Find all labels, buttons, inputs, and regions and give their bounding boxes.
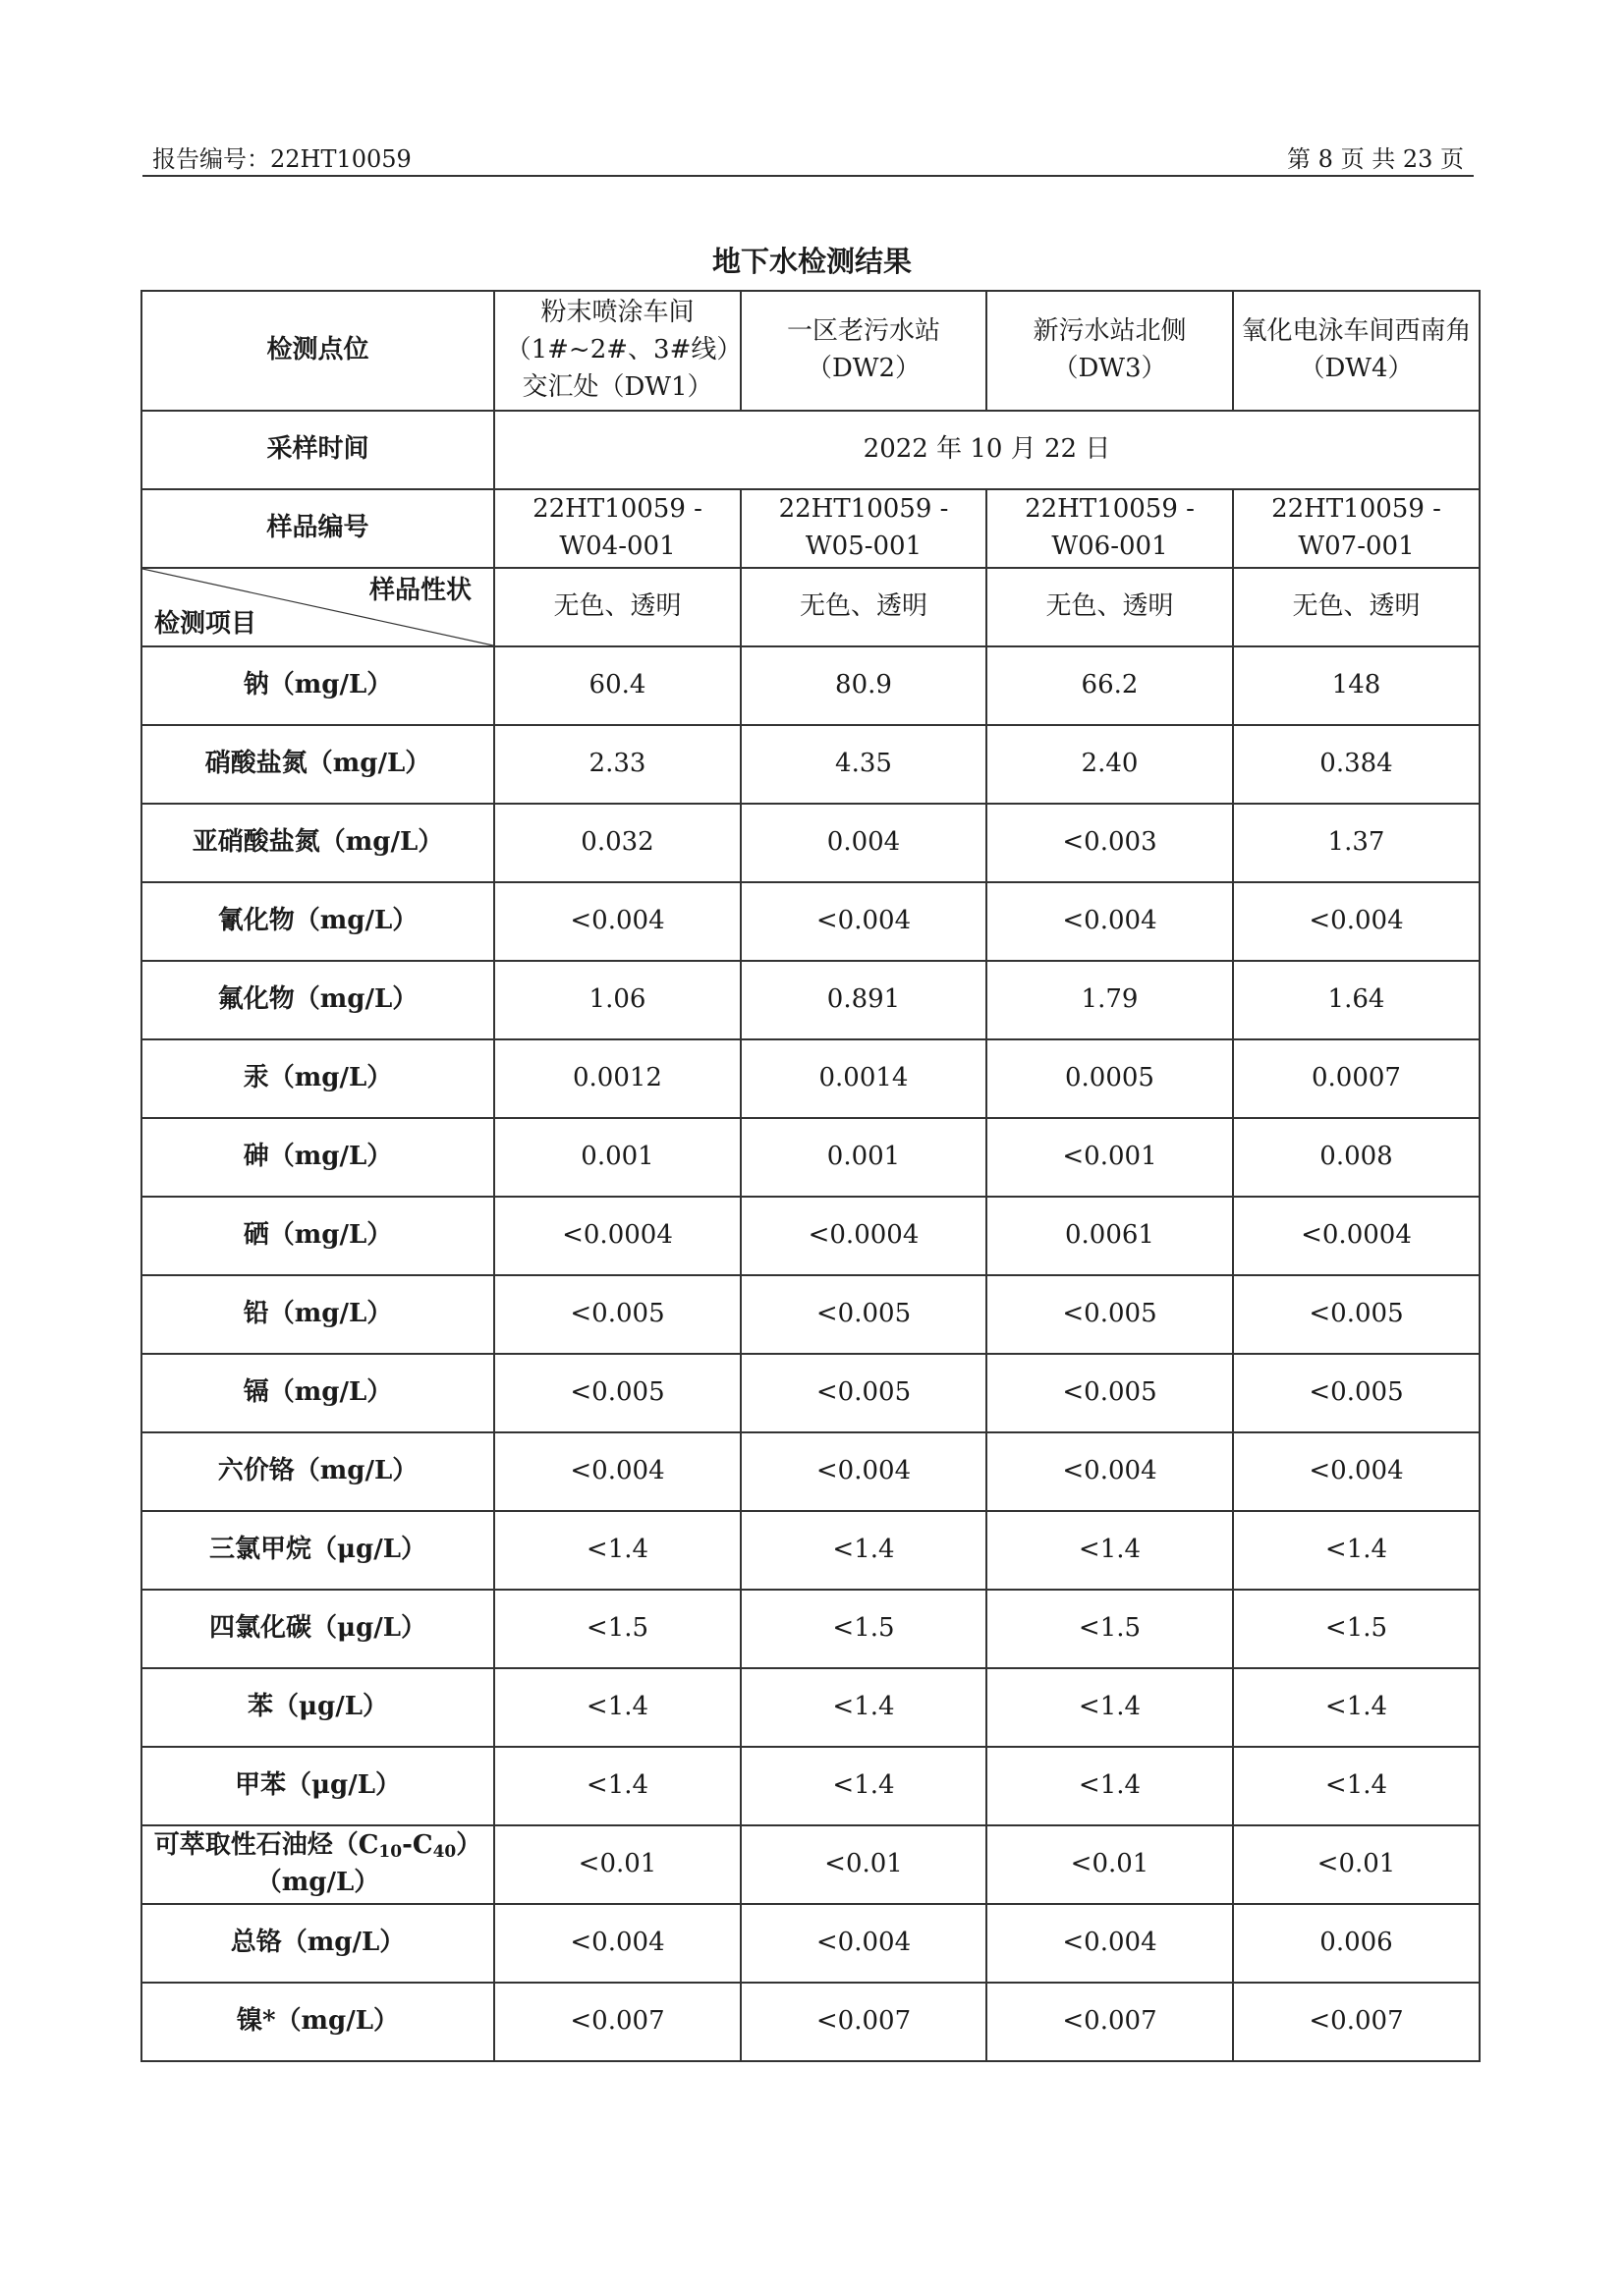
subscript: 40 [432, 1842, 457, 1863]
point-dw2: 一区老污水站（DW2） [741, 291, 986, 411]
table-row [141, 1354, 1480, 1432]
result-value: <1.4 [494, 1668, 741, 1747]
table-row [141, 1747, 1480, 1825]
result-value: 1.37 [1233, 804, 1480, 882]
result-value: 0.006 [1233, 1904, 1480, 1983]
result-value: <0.005 [1233, 1275, 1480, 1354]
result-value: <0.01 [741, 1825, 986, 1904]
result-value: 0.384 [1233, 725, 1480, 804]
result-value: <1.5 [741, 1590, 986, 1668]
result-value: <0.003 [986, 804, 1233, 882]
test-item: 硝酸盐氮（mg/L） [141, 725, 494, 804]
test-item: 总铬（mg/L） [141, 1904, 494, 1983]
test-item: 亚硝酸盐氮（mg/L） [141, 804, 494, 882]
test-item: 汞（mg/L） [141, 1039, 494, 1118]
page-header [142, 136, 1474, 177]
test-item: 钠（mg/L） [141, 646, 494, 725]
table-row [141, 1432, 1480, 1511]
result-value: <0.004 [741, 1904, 986, 1983]
result-value: <0.01 [986, 1825, 1233, 1904]
sample-prop-1: 无色、透明 [494, 568, 741, 646]
result-value: <0.01 [494, 1825, 741, 1904]
result-value: <0.004 [986, 1432, 1233, 1511]
test-item: 六价铬（mg/L） [141, 1432, 494, 1511]
test-item: 氰化物（mg/L） [141, 882, 494, 961]
table-row [141, 725, 1480, 804]
table-row [141, 1825, 1480, 1904]
test-item-label: 检测项目 [154, 609, 257, 640]
test-item [141, 1825, 494, 1904]
table-row [141, 1039, 1480, 1118]
result-value: 0.001 [494, 1118, 741, 1197]
result-value: <0.005 [494, 1275, 741, 1354]
test-item: 四氯化碳（μg/L） [141, 1590, 494, 1668]
point-dw4: 氧化电泳车间西南角（DW4） [1233, 291, 1480, 411]
result-value: <1.4 [1233, 1511, 1480, 1590]
sampling-time-row [141, 411, 1480, 489]
table-row [141, 961, 1480, 1039]
result-value: 0.0007 [1233, 1039, 1480, 1118]
result-value: 2.33 [494, 725, 741, 804]
test-item: 苯（μg/L） [141, 1668, 494, 1747]
point-dw1: 粉末喷涂车间（1#~2#、3#线）交汇处（DW1） [494, 291, 741, 411]
result-value: <0.004 [494, 882, 741, 961]
sample-no-1: 22HT10059 -W04-001 [494, 489, 741, 568]
test-item: 三氯甲烷（μg/L） [141, 1511, 494, 1590]
result-value: <1.4 [494, 1511, 741, 1590]
result-value: <0.004 [741, 1432, 986, 1511]
test-item: 镍*（mg/L） [141, 1983, 494, 2061]
sample-prop-3: 无色、透明 [986, 568, 1233, 646]
result-value: <0.004 [741, 882, 986, 961]
table-row [141, 646, 1480, 725]
result-value: <1.4 [986, 1747, 1233, 1825]
result-value: 2.40 [986, 725, 1233, 804]
result-value: <0.005 [1233, 1354, 1480, 1432]
point-row [141, 291, 1480, 411]
table-row [141, 1197, 1480, 1275]
result-value: <1.5 [494, 1590, 741, 1668]
test-item: 砷（mg/L） [141, 1118, 494, 1197]
sample-no-2: 22HT10059 -W05-001 [741, 489, 986, 568]
result-value: 0.0061 [986, 1197, 1233, 1275]
sample-no-label: 样品编号 [141, 489, 494, 568]
groundwater-results-table [140, 290, 1481, 2062]
result-value: 0.0014 [741, 1039, 986, 1118]
result-value: <0.007 [1233, 1983, 1480, 2061]
result-value: 0.032 [494, 804, 741, 882]
result-value: <0.004 [494, 1904, 741, 1983]
test-item: 甲苯（μg/L） [141, 1747, 494, 1825]
result-value: <1.4 [494, 1747, 741, 1825]
result-value: <0.005 [494, 1354, 741, 1432]
result-value: 4.35 [741, 725, 986, 804]
sample-no-4: 22HT10059 -W07-001 [1233, 489, 1480, 568]
table-row [141, 1983, 1480, 2061]
diagonal-header-cell [141, 568, 494, 646]
table-row [141, 1511, 1480, 1590]
result-value: <0.005 [986, 1354, 1233, 1432]
test-item: 硒（mg/L） [141, 1197, 494, 1275]
result-value: <0.005 [986, 1275, 1233, 1354]
item-text: ） [456, 1830, 482, 1861]
table-row [141, 882, 1480, 961]
table-row [141, 1275, 1480, 1354]
test-item: 镉（mg/L） [141, 1354, 494, 1432]
result-value: 1.06 [494, 961, 741, 1039]
page-info: 第 8 页 共 23 页 [1287, 145, 1464, 173]
table-title: 地下水检测结果 [711, 245, 912, 278]
result-value: <0.007 [741, 1983, 986, 2061]
result-value: <0.004 [494, 1432, 741, 1511]
result-value: <0.01 [1233, 1825, 1480, 1904]
sampling-time-value: 2022 年 10 月 22 日 [494, 411, 1480, 489]
result-value: 0.0012 [494, 1039, 741, 1118]
result-value: <1.4 [986, 1668, 1233, 1747]
result-value: 1.79 [986, 961, 1233, 1039]
result-value: 148 [1233, 646, 1480, 725]
sample-no-3: 22HT10059 -W06-001 [986, 489, 1233, 568]
point-label: 检测点位 [141, 291, 494, 411]
item-text: 可萃取性石油烃（C [153, 1830, 379, 1861]
result-value: <0.004 [986, 882, 1233, 961]
subscript: 10 [378, 1842, 403, 1863]
result-value: <1.4 [1233, 1747, 1480, 1825]
result-value: <1.5 [1233, 1590, 1480, 1668]
table-row [141, 1118, 1480, 1197]
item-text: -C [402, 1830, 433, 1861]
result-value: 0.0005 [986, 1039, 1233, 1118]
result-value: <0.004 [986, 1904, 1233, 1983]
test-item: 铅（mg/L） [141, 1275, 494, 1354]
result-value: <0.007 [494, 1983, 741, 2061]
result-value: <1.5 [986, 1590, 1233, 1668]
sample-prop-4: 无色、透明 [1233, 568, 1480, 646]
table-row [141, 1904, 1480, 1983]
sample-prop-2: 无色、透明 [741, 568, 986, 646]
result-value: <0.005 [741, 1275, 986, 1354]
result-value: 0.004 [741, 804, 986, 882]
result-value: <0.0004 [741, 1197, 986, 1275]
sample-prop-row [141, 568, 1480, 646]
result-value: <0.007 [986, 1983, 1233, 2061]
table-row [141, 1590, 1480, 1668]
result-value: <0.004 [1233, 882, 1480, 961]
result-value: <1.4 [741, 1511, 986, 1590]
result-value: 0.891 [741, 961, 986, 1039]
result-value: 0.008 [1233, 1118, 1480, 1197]
sampling-time-label: 采样时间 [141, 411, 494, 489]
result-value: <0.001 [986, 1118, 1233, 1197]
test-item: 氟化物（mg/L） [141, 961, 494, 1039]
result-value: <0.0004 [1233, 1197, 1480, 1275]
result-value: <0.0004 [494, 1197, 741, 1275]
result-value: 1.64 [1233, 961, 1480, 1039]
result-value: 0.001 [741, 1118, 986, 1197]
result-value: 66.2 [986, 646, 1233, 725]
item-unit: （mg/L） [255, 1868, 380, 1897]
table-row [141, 1668, 1480, 1747]
sample-prop-label: 样品性状 [368, 576, 472, 605]
table-row [141, 804, 1480, 882]
result-value: 80.9 [741, 646, 986, 725]
result-value: <0.004 [1233, 1432, 1480, 1511]
result-value: <1.4 [986, 1511, 1233, 1590]
result-value: <1.4 [741, 1747, 986, 1825]
result-value: 60.4 [494, 646, 741, 725]
result-value: <1.4 [1233, 1668, 1480, 1747]
sample-no-row [141, 489, 1480, 568]
point-dw3: 新污水站北侧（DW3） [986, 291, 1233, 411]
result-value: <1.4 [741, 1668, 986, 1747]
report-number: 报告编号：22HT10059 [152, 145, 412, 173]
result-value: <0.005 [741, 1354, 986, 1432]
